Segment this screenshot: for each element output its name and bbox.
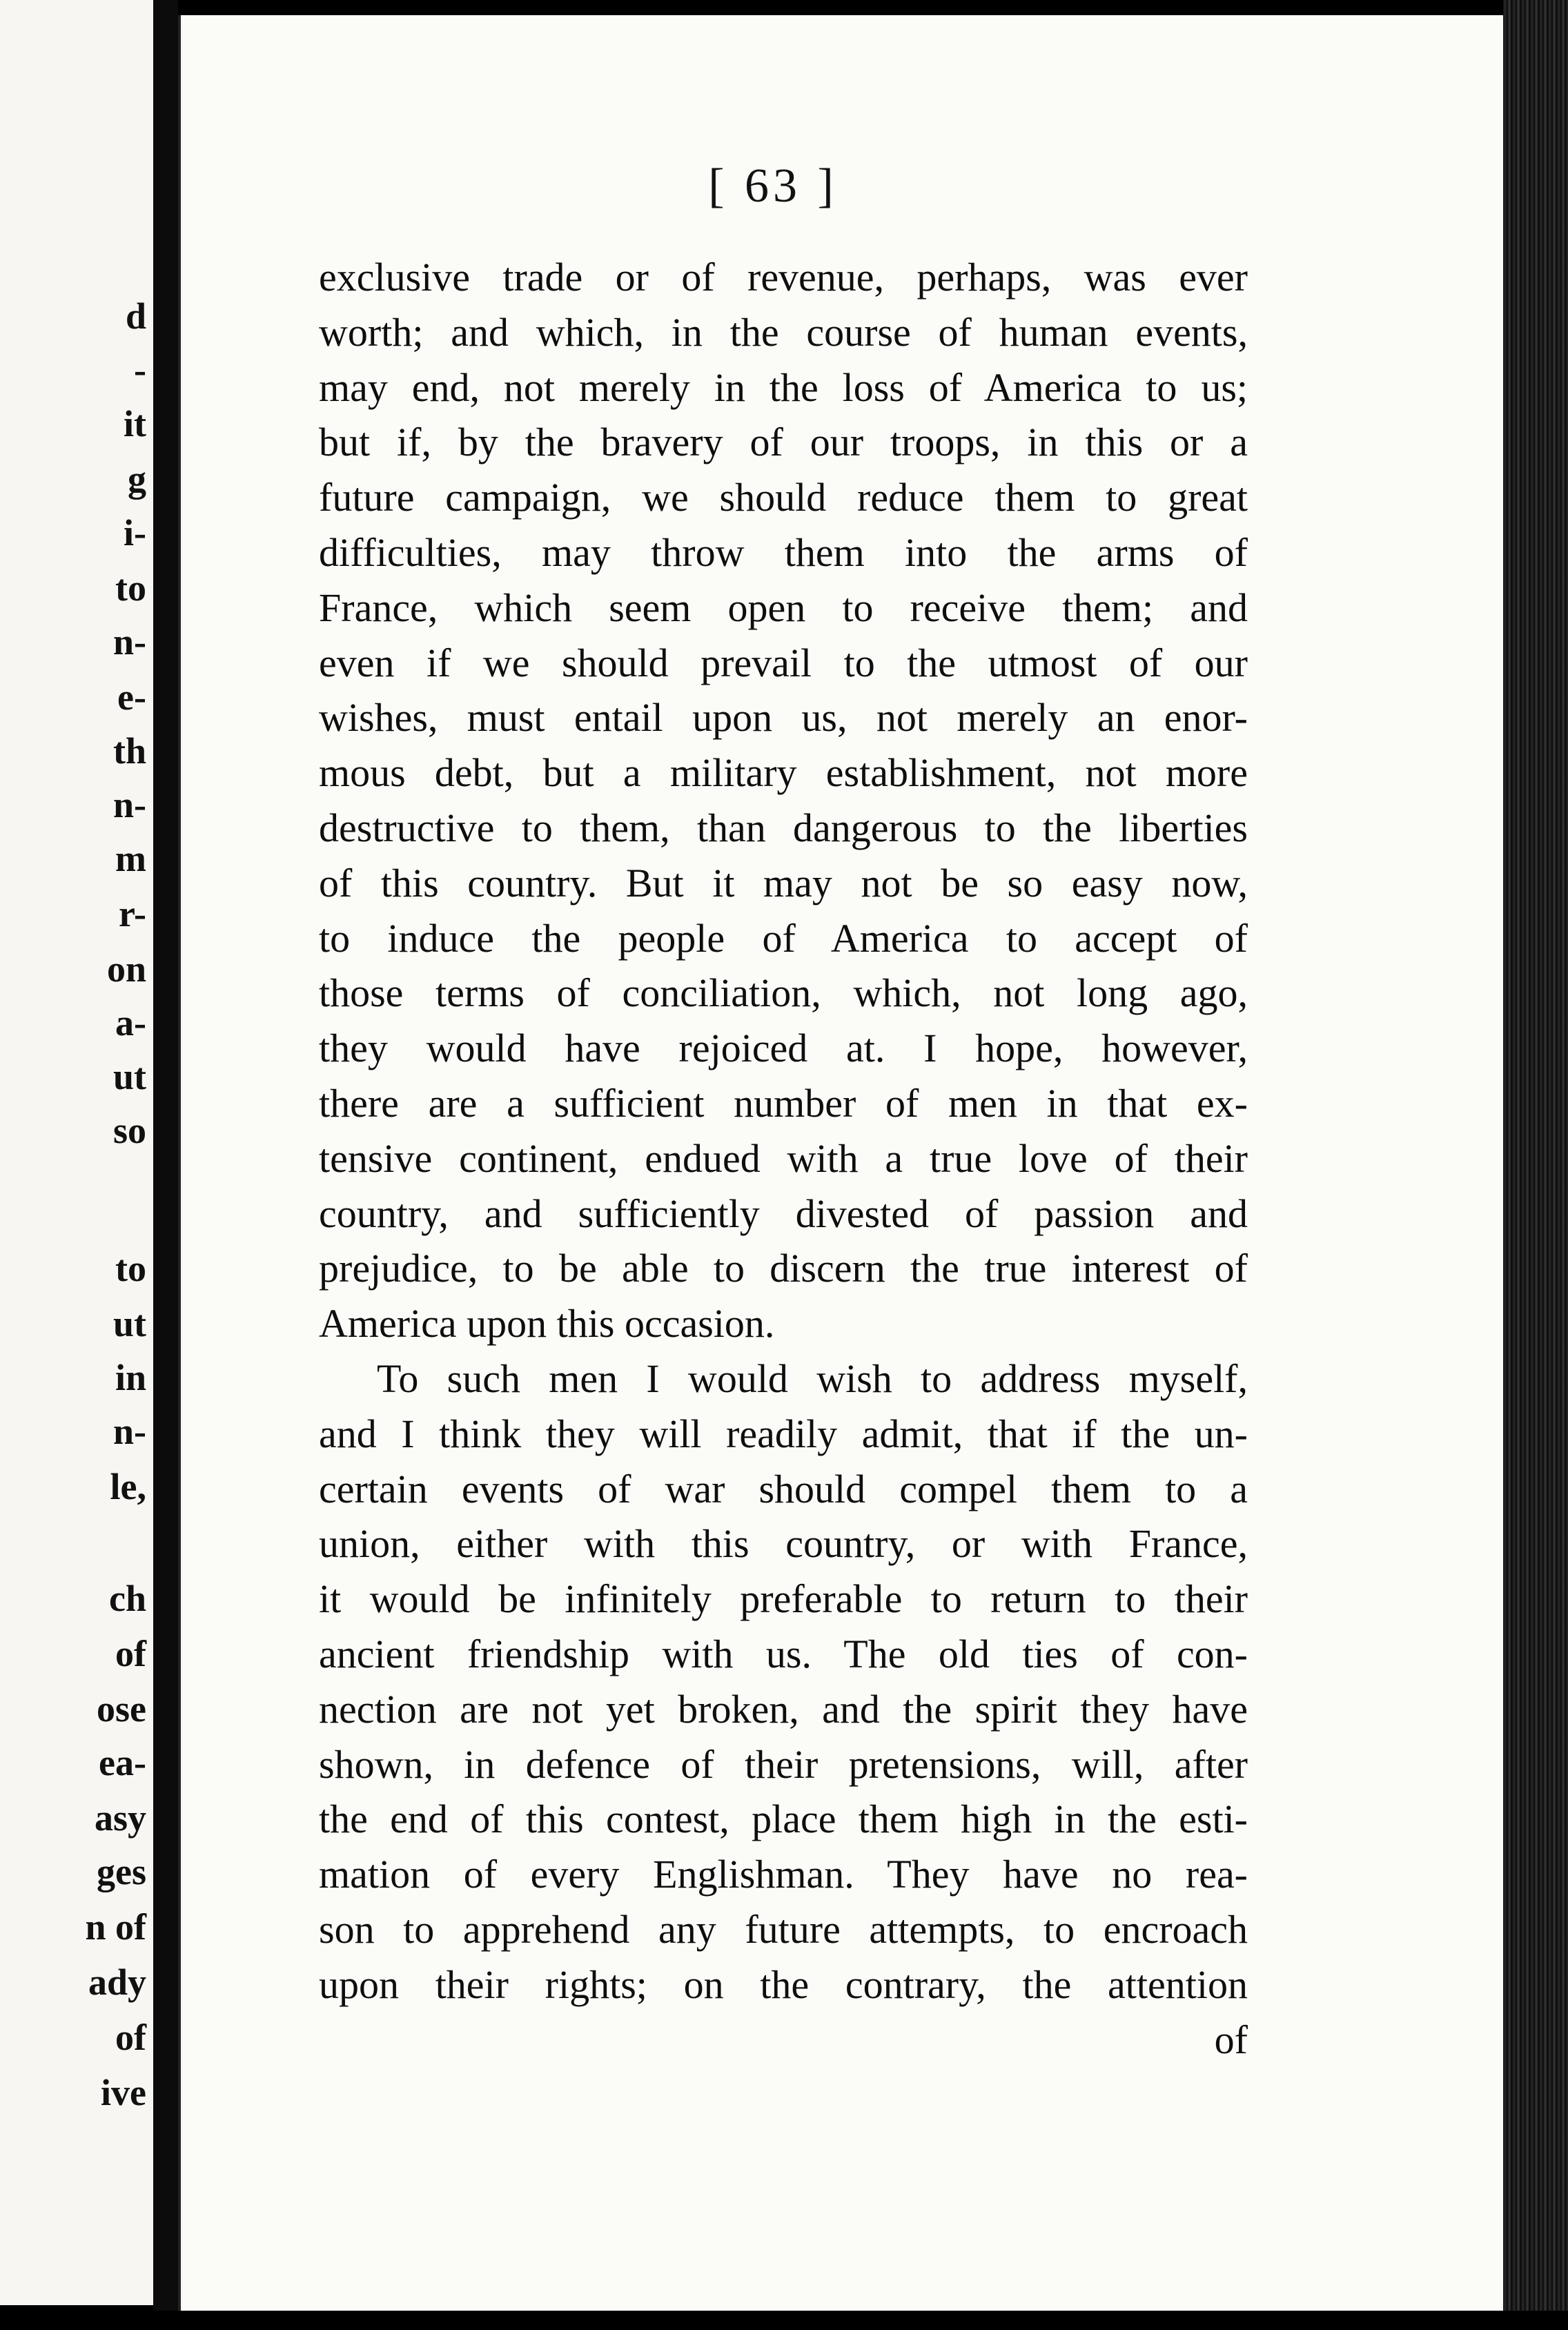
left-fragment: on: [106, 948, 146, 990]
left-page-fragment: [0, 0, 153, 2305]
page-number: [ 63 ]: [708, 159, 838, 213]
text-line: certain events of war should compel them to a: [319, 1466, 1248, 1511]
text-line: future campaign, we should reduce them to great: [319, 475, 1248, 520]
left-fragment: ut: [112, 1303, 146, 1344]
text-line: exclusive trade or of revenue, perhaps, was ever: [319, 255, 1248, 300]
text-line: country, and sufficiently divested of passion and: [319, 1191, 1248, 1236]
text-line: mation of every Englishman. They have no rea-: [319, 1852, 1248, 1897]
left-fragment: ive: [101, 2072, 146, 2113]
text-line: nection are not yet broken, and the spirit they have: [319, 1686, 1248, 1732]
left-fragment: d: [125, 295, 146, 337]
left-fragment: r-: [119, 893, 146, 934]
left-fragment: n-: [112, 784, 146, 825]
left-fragment: to: [115, 1248, 146, 1289]
text-line: ancient friendship with us. The old ties of con-: [319, 1631, 1248, 1676]
left-fragment: th: [112, 730, 146, 772]
page-edges: [1503, 0, 1568, 2330]
text-line: to induce the people of America to accept of: [319, 915, 1248, 961]
catchword: of: [1214, 2017, 1248, 2062]
left-fragment: it: [124, 403, 146, 444]
text-line: but if, by the bravery of our troops, in this or a: [319, 420, 1248, 465]
text-line: France, which seem open to receive them; and: [319, 585, 1248, 630]
text-line: even if we should prevail to the utmost of our: [319, 640, 1248, 685]
left-fragment: asy: [94, 1797, 146, 1839]
left-fragment: ut: [112, 1056, 146, 1097]
text-line: it would be infinitely preferable to return to their: [319, 1576, 1248, 1622]
text-line: America upon this occasion.: [319, 1301, 775, 1347]
text-line: son to apprehend any future attempts, to encroach: [319, 1906, 1248, 1952]
left-fragment: ea-: [99, 1742, 146, 1783]
text-line: To such men I would wish to address myself,: [377, 1355, 1248, 1401]
left-fragment: of: [115, 2017, 146, 2058]
body-text: [319, 250, 1248, 2067]
left-fragment: n of: [85, 1906, 146, 1948]
left-fragment: n-: [112, 1411, 146, 1452]
scan-border: [0, 2311, 1568, 2330]
left-fragment: ose: [97, 1688, 146, 1730]
left-fragment: e-: [117, 676, 146, 718]
book-gutter: [153, 0, 178, 2330]
text-line: the end of this contest, place them high in the esti-: [319, 1797, 1248, 1842]
text-line: union, either with this country, or with France,: [319, 1521, 1248, 1567]
text-line: of this country. But it may not be so easy now,: [319, 860, 1248, 905]
left-fragment: m: [115, 838, 146, 879]
left-fragment: -: [134, 349, 146, 391]
left-fragment: of: [115, 1633, 146, 1674]
text-line: there are a sufficient number of men in that ex-: [319, 1080, 1248, 1126]
text-line: shown, in defence of their pretensions, will, after: [319, 1741, 1248, 1787]
left-fragment: le,: [110, 1466, 146, 1507]
text-line: they would have rejoiced at. I hope, however,: [319, 1026, 1248, 1071]
left-fragment: ges: [97, 1851, 146, 1892]
text-line: wishes, must entail upon us, not merely an enor-: [319, 695, 1248, 741]
left-fragment: n-: [112, 621, 146, 663]
left-fragment: to: [115, 567, 146, 609]
text-line: may end, not merely in the loss of America to us;: [319, 364, 1248, 410]
left-fragment: ady: [88, 1961, 146, 2003]
left-fragment: g: [128, 458, 146, 500]
text-line: and I think they will readily admit, that if the un-: [319, 1411, 1248, 1456]
text-line: those terms of conciliation, which, not long ago,: [319, 970, 1248, 1016]
left-fragment: so: [112, 1110, 146, 1151]
text-line: upon their rights; on the contrary, the attention: [319, 1961, 1248, 2007]
left-fragment: i-: [124, 512, 146, 554]
text-line: prejudice, to be able to discern the true interest of: [319, 1246, 1248, 1291]
text-line: difficulties, may throw them into the arms of: [319, 529, 1248, 575]
text-line: mous debt, but a military establishment, not more: [319, 750, 1248, 796]
text-line: worth; and which, in the course of human events,: [319, 309, 1248, 355]
left-fragment: ch: [109, 1578, 146, 1619]
left-fragment: a-: [115, 1002, 146, 1044]
text-line: tensive continent, endued with a true love of their: [319, 1135, 1248, 1181]
text-line: destructive to them, than dangerous to the liberties: [319, 805, 1248, 850]
left-fragment: in: [115, 1357, 146, 1398]
